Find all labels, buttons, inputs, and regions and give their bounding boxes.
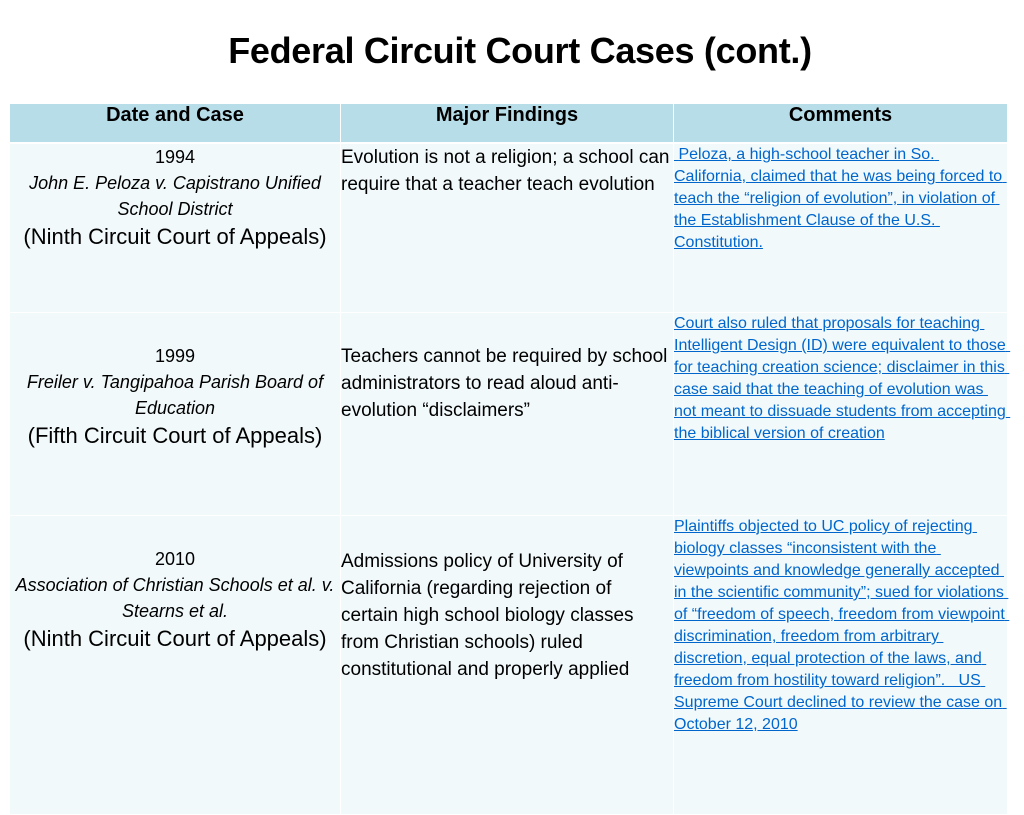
case-name: Association of Christian Schools et al. v. Stearns et al. xyxy=(15,575,335,621)
case-cell xyxy=(10,143,341,313)
comment-link[interactable]: Plaintiffs objected to UC policy of rejecting biology classes “inconsistent with the viewpoints and knowledge generally accepted in the scientific community”; sued for violations of “freedom of speech, freedom from viewpoint discrimination, freedom from arbitrary discretion, equal protection of the laws, and freedom from hostility toward religion”. US Supreme Court declined to review the case on October 12, 2010 xyxy=(674,518,1010,733)
table-row xyxy=(10,313,1008,516)
findings-cell: Evolution is not a religion; a school can require that a teacher teach evolution xyxy=(341,143,674,313)
comment-link[interactable]: Court also ruled that proposals for teaching Intelligent Design (ID) were equivalent to those for teaching creation science; disclaimer in this case said that the teaching of evolution was not meant to dissuade students from accepting the biblical version of creation xyxy=(674,315,1011,442)
table-row xyxy=(10,143,1008,313)
comment-link[interactable]: Peloza, a high-school teacher in So. California, claimed that he was being forced to teach the “religion of evolution”, in violation of the Establishment Clause of the U.S. Constitution. xyxy=(674,146,1007,251)
header-major-findings: Major Findings xyxy=(341,104,674,144)
comment-cell xyxy=(674,516,1008,815)
table-header-row xyxy=(10,104,1008,144)
case-court: (Ninth Circuit Court of Appeals) xyxy=(23,626,327,651)
table-row xyxy=(10,516,1008,815)
findings-cell: Admissions policy of University of California (regarding rejection of certain high school biology classes from Christian schools) ruled constitutional and properly applied xyxy=(341,516,674,815)
header-comments: Comments xyxy=(674,104,1008,144)
case-cell xyxy=(10,516,341,815)
comment-cell xyxy=(674,313,1011,516)
case-court: (Fifth Circuit Court of Appeals) xyxy=(27,423,323,448)
slide-title: Federal Circuit Court Cases (cont.) xyxy=(228,30,812,71)
case-year: 1999 xyxy=(154,346,196,366)
case-name: Freiler v. Tangipahoa Parish Board of Education xyxy=(26,372,324,418)
case-year: 2010 xyxy=(154,549,196,569)
header-date-and-case: Date and Case xyxy=(10,104,341,144)
cases-table xyxy=(9,103,1011,815)
case-court: (Ninth Circuit Court of Appeals) xyxy=(23,224,327,249)
case-name: John E. Peloza v. Capistrano Unified School District xyxy=(29,173,321,219)
findings-cell: Teachers cannot be required by school administrators to read aloud anti-evolution “disclaimers” xyxy=(341,313,674,516)
case-year: 1994 xyxy=(154,147,196,167)
case-cell xyxy=(10,313,341,516)
comment-cell xyxy=(674,143,1008,313)
